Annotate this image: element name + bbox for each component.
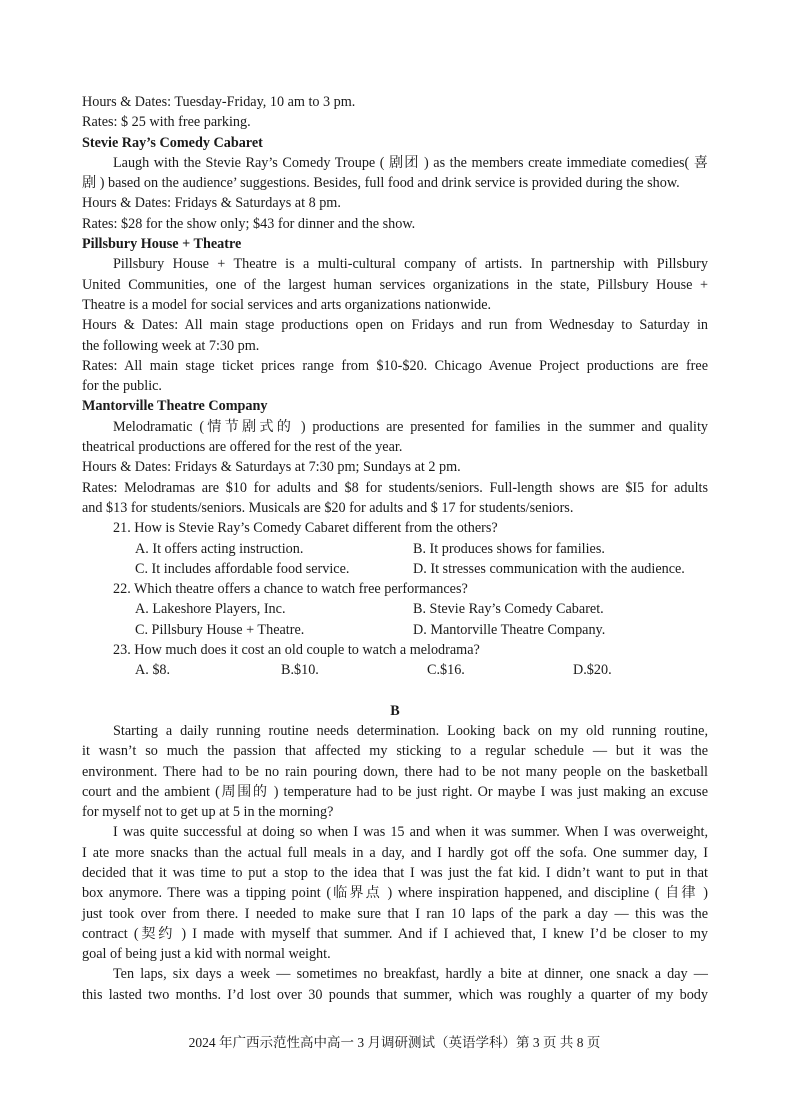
passage-b-line: I was quite successful at doing so when I was 15 and when it was summer. When I was overweight, — [113, 824, 708, 841]
answer-option: B. It produces shows for families. — [413, 540, 605, 557]
passage-b-line: decided that it was time to put a stop to the idea that I was just the fat kid. I didn’t want to put in that — [82, 864, 708, 881]
pillsbury-rates-line: Rates: All main stage ticket prices range from $10-$20. Chicago Avenue Project productions are free — [82, 357, 708, 374]
mantorville-desc-line: Melodramatic (情节剧式的 ) productions are presented for families in the summer and quality — [113, 418, 708, 435]
answer-option: D.$20. — [573, 662, 612, 679]
passage-b-line: contract (契约 ) I made with myself that summer. And if I achieved that, I knew I’d be closer to my — [82, 925, 708, 942]
stevie-title: Stevie Ray’s Comedy Cabaret — [82, 134, 263, 151]
answer-option: A. It offers acting instruction. — [135, 540, 304, 557]
page-footer: 2024 年广西示范性高中高一 3 月调研测试（英语学科）第 3 页 共 8 页 — [188, 1035, 601, 1050]
answer-option: B.$10. — [281, 662, 319, 679]
pillsbury-rates-line: for the public. — [82, 378, 162, 395]
passage-b-line: it wasn’t so much the passion that affected my sticking to a regular schedule — but it was the — [82, 743, 708, 760]
lakeshore-hours: Hours & Dates: Tuesday-Friday, 10 am to 3 pm. — [82, 94, 356, 110]
lakeshore-rates: Rates: $ 25 with free parking. — [82, 114, 251, 131]
option-row — [82, 599, 708, 619]
answer-option: C. It includes affordable food service. — [135, 560, 350, 577]
answer-option: A. $8. — [135, 662, 171, 679]
pillsbury-title: Pillsbury House + Theatre — [82, 236, 242, 253]
option-row — [82, 559, 708, 579]
option-row — [82, 539, 708, 559]
answer-option: B. Stevie Ray’s Comedy Cabaret. — [413, 601, 604, 618]
passage-b-line: this lasted two months. I’d lost over 30 pounds that summer, which was roughly a quarter of my body — [82, 986, 708, 1003]
answer-option: C. Pillsbury House + Theatre. — [135, 621, 305, 638]
passage-b-line: I ate more snacks than the actual full meals in a day, and I hardly got off the sofa. One summer day, I — [82, 844, 708, 861]
passage-b-line: court and the ambient (周围的 ) temperature had to be just right. Or maybe I was just making an excuse — [82, 783, 708, 800]
pillsbury-desc-line: United Communities, one of the largest human services organizations in the state, Pillsbury House + — [82, 276, 708, 293]
answer-option: D. Mantorville Theatre Company. — [413, 621, 606, 638]
passage-b-line: for myself not to get up at 5 in the morning? — [82, 804, 334, 821]
mantorville-desc-line: theatrical productions are offered for the rest of the year. — [82, 439, 403, 456]
question-stem: 23. How much does it cost an old couple to watch a melodrama? — [113, 642, 480, 659]
question-stem: 21. How is Stevie Ray’s Comedy Cabaret different from the others? — [113, 520, 498, 537]
mantorville-rates-line: Rates: Melodramas are $10 for adults and $8 for students/seniors. Full-length shows are $I5 for adults — [82, 479, 708, 496]
question-stem: 22. Which theatre offers a chance to watch free performances? — [113, 581, 468, 598]
pillsbury-desc-line: Theatre is a model for social services and arts organizations nationwide. — [82, 296, 492, 313]
stevie-rates: Rates: $28 for the show only; $43 for dinner and the show. — [82, 215, 416, 232]
passage-b-line: environment. There had to be no rain pouring down, there had to be not many people on the basketball — [82, 763, 708, 780]
answer-option: A. Lakeshore Players, Inc. — [135, 601, 286, 618]
passage-b-line: goal of being just a kid with normal weight. — [82, 946, 331, 963]
option-row — [82, 660, 708, 680]
passage-b-line: Starting a daily running routine needs determination. Looking back on my old running routine, — [113, 722, 708, 739]
answer-option: D. It stresses communication with the audience. — [413, 560, 685, 577]
pillsbury-hours-line: the following week at 7:30 pm. — [82, 337, 260, 354]
pillsbury-hours-line: Hours & Dates: All main stage productions open on Fridays and run from Wednesday to Saturday in — [82, 317, 708, 334]
stevie-desc-line: 剧 ) based on the audience’ suggestions. Besides, full food and drink service is provided during the show. — [82, 175, 680, 192]
mantorville-hours: Hours & Dates: Fridays & Saturdays at 7:30 pm; Sundays at 2 pm. — [82, 459, 461, 476]
mantorville-title: Mantorville Theatre Company — [82, 398, 268, 415]
page-content — [82, 92, 708, 1005]
answer-option: C.$16. — [427, 662, 465, 679]
passage-b-line: just took over from there. I needed to make sure that I ran 10 laps of the park a day — this was the — [82, 905, 708, 922]
passage-b-line: Ten laps, six days a week — sometimes no breakfast, hardly a bite at dinner, one snack a day — — [113, 966, 708, 983]
pillsbury-desc-line: Pillsbury House + Theatre is a multi-cultural company of artists. In partnership with Pillsbury — [113, 256, 708, 273]
option-row — [82, 620, 708, 640]
section-heading: B — [390, 702, 400, 719]
stevie-desc-line: Laugh with the Stevie Ray’s Comedy Troupe ( 剧团 ) as the members create immediate comedies( 喜 — [113, 154, 708, 171]
passage-b-line: box anymore. There was a tipping point (临界点 ) where inspiration happened, and discipline ( 自律 ) — [82, 885, 708, 902]
mantorville-rates-line: and $13 for students/seniors. Musicals are $20 for adults and $ 17 for students/seniors. — [82, 499, 574, 516]
stevie-hours: Hours & Dates: Fridays & Saturdays at 8 pm. — [82, 195, 341, 212]
